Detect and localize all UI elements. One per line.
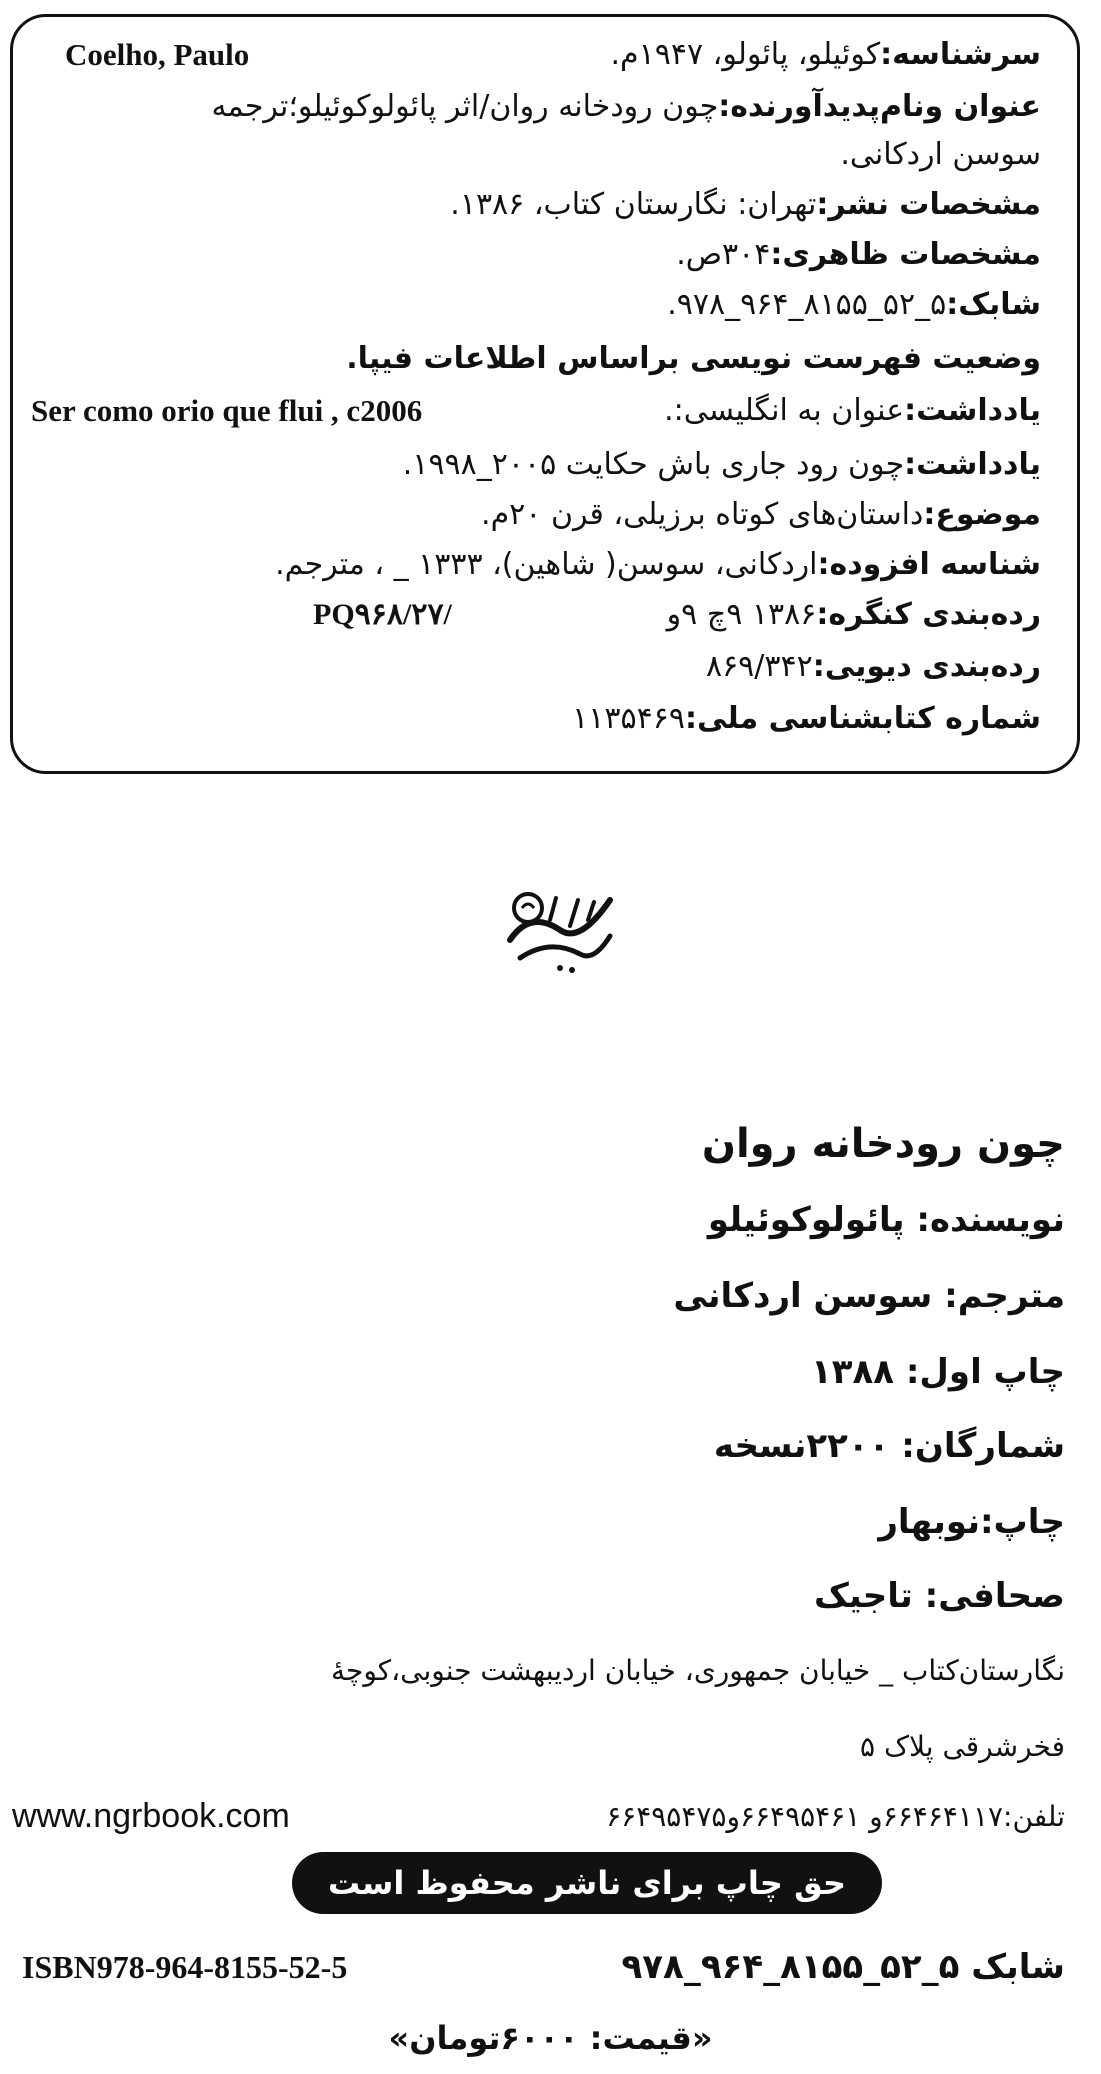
cip-value: ۱۳۸۶ ۹چ ۹و — [666, 597, 817, 632]
cip-line — [676, 235, 1041, 275]
author-latin: Coelho, Paulo — [65, 37, 250, 72]
cip-label: سرشناسه: — [880, 37, 1041, 72]
cip-value: ۵_۵۲_۸۱۵۵_۹۶۴_۹۷۸. — [667, 287, 947, 322]
cip-value: داستان‌های کوتاه برزیلی، قرن ۲۰م. — [481, 497, 924, 532]
cip-box — [10, 14, 1080, 774]
cip-label: رده‌بندی کنگره: — [816, 597, 1041, 632]
cip-label: شابک: — [946, 287, 1041, 322]
cip-label: شماره کتابشناسی ملی: — [684, 701, 1041, 736]
cip-value: چون رود جاری باش حکایت ۲۰۰۵_۱۹۹۸. — [402, 447, 905, 482]
cip-label: یادداشت: — [904, 447, 1041, 482]
lc-call-number: PQ۹۶۸/۲۷/ — [313, 598, 452, 631]
book-printer: چاپ:نوبهار — [878, 1502, 1065, 1542]
cip-line — [611, 35, 1041, 75]
publisher-logo — [500, 880, 620, 980]
book-circulation: شمارگان: ۲۲۰۰نسخه — [713, 1426, 1065, 1466]
cip-line — [481, 495, 1041, 535]
cip-value: ۸۶۹/۳۴۲ — [705, 649, 813, 684]
cip-line — [706, 647, 1041, 687]
cip-line — [450, 185, 1041, 225]
isbn-persian: شابک ۵_۵۲_۸۱۵۵_۹۶۴_۹۷۸ — [621, 1947, 1065, 1987]
rights-banner: حق چاپ برای ناشر محفوظ است — [292, 1852, 882, 1914]
cip-value: عنوان به انگلیسی:. — [664, 393, 905, 428]
cip-line — [572, 699, 1041, 739]
book-edition: چاپ اول: ۱۳۸۸ — [810, 1352, 1065, 1392]
publisher-logo-icon — [500, 880, 620, 980]
address-line-2: فخرشرقی پلاک ۵ — [860, 1730, 1065, 1763]
book-author: نویسنده: پائولوکوئیلو — [707, 1200, 1065, 1240]
price: «قیمت: ۶۰۰۰تومان» — [388, 2019, 713, 2057]
cip-label: مشخصات ظاهری: — [770, 237, 1041, 272]
book-translator: مترجم: سوسن اردکانی — [673, 1276, 1065, 1316]
cip-label: یادداشت: — [904, 393, 1041, 428]
cip-line — [211, 87, 1041, 127]
book-title: چون رودخانه روان — [701, 1121, 1065, 1167]
cip-line — [346, 339, 1041, 379]
cip-line — [667, 285, 1041, 325]
website-link[interactable]: www.ngrbook.com — [12, 1797, 290, 1835]
cip-line — [840, 135, 1041, 175]
cip-value: ۳۰۴ص. — [676, 237, 771, 272]
cip-label: شناسه افزوده: — [817, 547, 1041, 582]
cip-value: سوسن اردکانی. — [840, 137, 1041, 172]
cip-value: تهران: نگارستان کتاب، ۱۳۸۶. — [450, 187, 817, 222]
address-line-1: نگارستان‌کتاب _ خیابان جمهوری، خیابان اردیبهشت جنوبی،کوچهٔ — [331, 1654, 1065, 1687]
cip-label: موضوع: — [923, 497, 1041, 532]
cip-value: ۱۱۳۵۴۶۹ — [572, 701, 685, 736]
cip-line — [667, 595, 1041, 635]
phone-numbers: تلفن:۶۶۴۶۴۱۱۷و ۶۶۴۹۵۴۶۱و۶۶۴۹۵۴۷۵ — [606, 1800, 1065, 1833]
cip-value: چون رودخانه روان/اثر پائولوکوئیلو؛ترجمه — [211, 89, 719, 124]
cip-label: عنوان ونام‌پدیدآورنده: — [718, 89, 1041, 124]
isbn-latin: ISBN978-964-8155-52-5 — [22, 1949, 348, 1985]
cip-line — [403, 445, 1041, 485]
book-binder: صحافی: تاجیک — [814, 1576, 1065, 1616]
cip-line — [664, 391, 1041, 431]
english-title: Ser como orio que flui , c2006 — [31, 393, 423, 428]
cip-label: رده‌بندی دیویی: — [812, 649, 1041, 684]
cip-line — [275, 545, 1041, 585]
cip-value: اردکانی، سوسن( شاهین)، ۱۳۳۳ _ ، مترجم. — [275, 547, 818, 582]
cip-label: وضعیت فهرست نویسی براساس اطلاعات فیپا. — [346, 341, 1041, 376]
cip-label: مشخصات نشر: — [816, 187, 1041, 222]
cip-value: کوئیلو، پائولو، ۱۹۴۷م. — [610, 37, 881, 72]
